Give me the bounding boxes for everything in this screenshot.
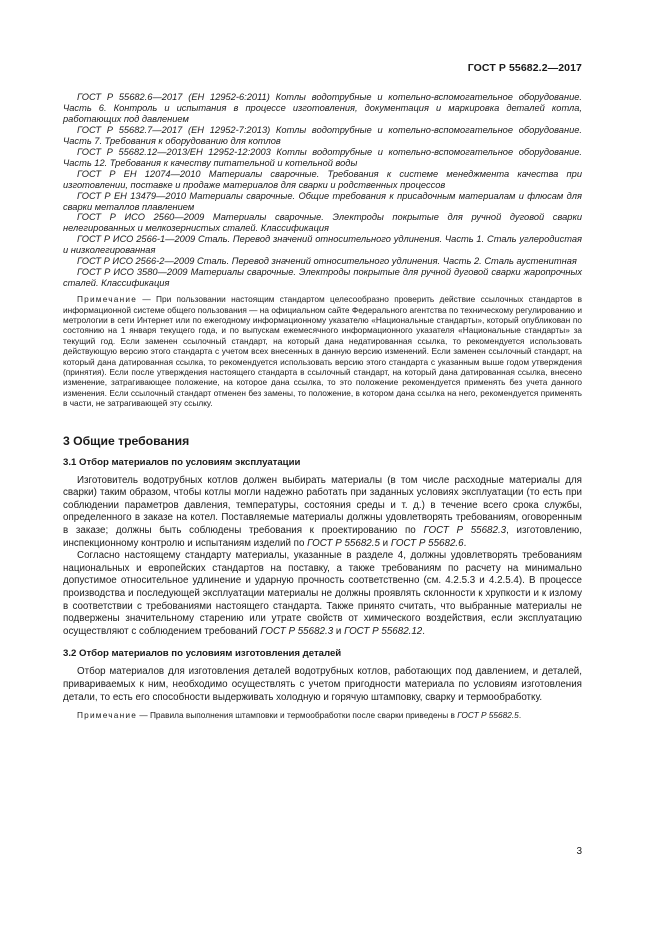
standard-reference: ГОСТ Р 55682.6 bbox=[390, 537, 464, 549]
reference-item: ГОСТ Р 55682.7—2017 (ЕН 12952-7:2013) Котлы водотрубные и котельно-вспомогательное оборудование. Часть 7. Требования к оборудованию для котлов bbox=[63, 124, 582, 146]
note-text: — При пользовании настоящим стандартом целесообразно проверить действие ссылочных стандартов в информационной системе общего пользования — на официальном сайте Федерального агентства по техническому регулированию и метрологии в сети Интернет или по ежегодному информационному указателю «Национальные стандарты», который опубликован по состоянию на 1 января текущего года, и по выпускам ежемесячного информационного указателя «Национальные стандарты» за текущий год. Если заменен ссылочный стандарт, на который дана недатированная ссылка, то рекомендуется использовать действующую версию этого стандарта с учетом всех внесенных в данную версию изменений. Если заменен ссылочный стандарт, на который дана датированная ссылка, то рекомендуется использовать версию этого стандарта с указанным выше годом утверждения (принятия). Если после утверждения настоящего стандарта в ссылочный стандарт, на который дана датированная ссылка, внесено изменение, затрагивающее положение, на которое дана ссылка, то это положение рекомендуется применять без учета данного изменения. Если ссылочный стандарт отменен без замены, то положение, в котором дана ссылка на него, рекомендуется применять в части, не затрагивающей эту ссылку. bbox=[63, 294, 582, 409]
page-number: 3 bbox=[576, 846, 582, 857]
section-3-1-paragraph-1 bbox=[63, 475, 582, 551]
standard-reference: ГОСТ Р 55682.3 bbox=[423, 525, 507, 536]
reference-item: ГОСТ Р ИСО 3580—2009 Материалы сварочные. Электроды покрытые для ручной дуговой сварки жаропрочных сталей. Классификация bbox=[63, 267, 582, 289]
standard-reference: ГОСТ Р 55682.5 bbox=[307, 537, 380, 549]
page-content bbox=[63, 92, 582, 721]
standard-reference: ГОСТ Р 55682.5 bbox=[457, 710, 519, 721]
text-run: . bbox=[463, 537, 467, 549]
reference-item: ГОСТ Р 55682.12—2013/ЕН 12952-12:2003 Котлы водотрубные и котельно-вспомогательное оборудование. Часть 12. Требования к качеству питательной и котельной воды bbox=[63, 146, 582, 168]
section-3-2-heading: 3.2 Отбор материалов по условиям изготовления деталей bbox=[63, 648, 342, 660]
normative-references-list bbox=[63, 92, 582, 289]
note-label: Примечание bbox=[77, 294, 138, 305]
text-run: и bbox=[333, 625, 345, 637]
standard-reference: ГОСТ Р 55682.3 bbox=[260, 625, 334, 637]
text-run: и bbox=[379, 537, 391, 549]
section-3-2-note bbox=[63, 710, 582, 720]
references-note bbox=[63, 294, 582, 408]
section-3-heading: 3 Общие требования bbox=[63, 433, 190, 448]
reference-item: ГОСТ Р 55682.6—2017 (ЕН 12952-6:2011) Котлы водотрубные и котельно-вспомогательное оборудование. Часть 6. Контроль и испытания в процессе изготовления, документация и маркировка деталей котла, работающих под давлением bbox=[63, 92, 582, 124]
section-3-1-paragraph-2 bbox=[63, 550, 582, 638]
text-run: , изготовлению, инспекционному контролю и испытаниям изделий по bbox=[63, 525, 583, 549]
section-3-2-paragraph-1: Отбор материалов для изготовления деталей водотрубных котлов, работающих под давлением, и деталей, привариваемых к ним, необходимо осуществлять с учетом пригодности материала по условиям изготовления детали, то есть его способности выдерживать холодную и горячую штамповку, сварку и термообработку. bbox=[63, 666, 582, 703]
section-3-1-heading: 3.1 Отбор материалов по условиям эксплуатации bbox=[63, 456, 301, 468]
reference-item: ГОСТ Р ИСО 2566-1—2009 Сталь. Перевод значений относительного удлинения. Часть 1. Сталь углеродистая и низколегированная bbox=[63, 234, 582, 256]
text-run: Согласно настоящему стандарту материалы, указанные в разделе 4, должны удовлетворять требованиям национальных и европейских стандартов на поставку, а также требованиям по расчету на минимально допустимое относительное удлинение и ударную прочность соответственно (см. 4.2.5.3 и 4.2.5.4). В процессе производства и последующей эксплуатации материалы не должны проявлять склонности к хрупкости и к излому в соответствии с требованиями настоящего стандарта. Также принято считать, что выбранные материалы не подвержены значительному старению или утрате свойств от химического воздействия, если эксплуатацию осуществляют с соблюдением требований bbox=[63, 550, 582, 637]
text-run: . bbox=[422, 625, 425, 637]
reference-item: ГОСТ Р ИСО 2566-2—2009 Сталь. Перевод значений относительного удлинения. Часть 2. Сталь аустенитная bbox=[77, 256, 577, 267]
note-text: — Правила выполнения штамповки и термообработки после сварки приведены в bbox=[137, 710, 458, 721]
standard-reference: ГОСТ Р 55682.12 bbox=[344, 625, 423, 637]
note-end: . bbox=[518, 710, 522, 721]
reference-item: ГОСТ Р ИСО 2560—2009 Материалы сварочные. Электроды покрытые для ручной дуговой сварки нелегированных и мелкозернистых сталей. Классификация bbox=[63, 212, 582, 234]
text-run: Изготовитель водотрубных котлов должен выбирать материалы (в том числе расходные материалы для сварки) таким образом, чтобы котлы могли надежно работать при заданных условиях эксплуатации (то есть при соблюдении параметров давления, температуры, состояния среды и т. д.) в течение всего срока службы, определенного в заказе на котел. Поставляемые материалы должны удовлетворять требованиям, оговоренным в заказе; должны быть соблюдены требования к проектированию по bbox=[63, 474, 582, 536]
reference-item: ГОСТ Р ЕН 13479—2010 Материалы сварочные. Общие требования к присадочным материалам и флюсам для сварки металлов плавлением bbox=[63, 190, 582, 212]
document-code-header: ГОСТ Р 55682.2—2017 bbox=[467, 62, 582, 74]
reference-item: ГОСТ Р ЕН 12074—2010 Материалы сварочные. Требования к системе менеджмента качества при изготовлении, поставке и продаже материалов для сварки и родственных процессов bbox=[63, 168, 582, 190]
note-label: Примечание bbox=[77, 710, 138, 721]
